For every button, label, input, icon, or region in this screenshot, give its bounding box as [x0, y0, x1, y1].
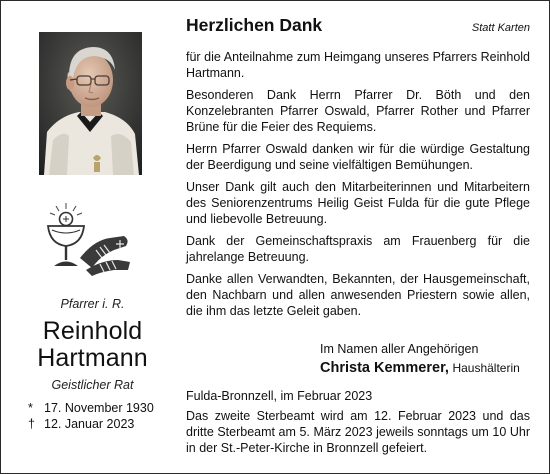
thanks-text [186, 49, 530, 325]
death-symbol: † [28, 417, 35, 431]
requiem-notice: Das zweite Sterbeamt wird am 12. Februar 2023 und das dritte Sterbeamt am 5. März 2023 jeweils sonntags um 10 Uhr in der St.-Peter-Kirche in Bronnzell gefeiert. [186, 409, 530, 455]
signature-block [320, 341, 540, 376]
deceased-first-name: Reinhold [42, 317, 143, 345]
portrait-photo [39, 32, 142, 175]
deceased-rank: Geistlicher Rat [51, 378, 134, 392]
death-date-line [28, 416, 154, 432]
deceased-last-name: Hartmann [37, 344, 148, 372]
paragraph-4: Unser Dank gilt auch den Mitarbeiterinnen und Mitarbeitern des Seniorenzentrums Heilig Geist Fulda für die gute Pflege und liebevolle Betreuung. [186, 180, 530, 226]
life-dates [28, 400, 154, 432]
paragraph-2: Besonderen Dank Herrn Pfarrer Dr. Böth und den Konzelebranten Pfarrer Oswald, Pfarrer Rother und Pfarrer Brüne für die Feier des Requiems. [186, 88, 530, 134]
deceased-title: Pfarrer i. R. [60, 297, 125, 311]
signature-line [320, 360, 540, 376]
signature-name: Christa Kemmerer, [320, 360, 449, 376]
signature-intro: Im Namen aller Angehörigen [320, 342, 479, 356]
paragraph-1: für die Anteilnahme zum Heimgang unseres Pfarrers Reinhold Hartmann. [186, 50, 530, 80]
signature-role: Haushälterin [452, 361, 520, 375]
birth-symbol: * [28, 401, 33, 415]
birth-date: 17. November 1930 [44, 401, 154, 415]
chalice-host-stole-icon [40, 200, 136, 278]
statt-karten-label: Statt Karten [471, 22, 530, 34]
paragraph-3: Herrn Pfarrer Oswald danken wir für die würdige Gestaltung der Beerdigung und seine vielfältigen Bemühungen. [186, 142, 530, 172]
heading: Herzlichen Dank [186, 15, 323, 35]
place-date: Fulda-Bronnzell, im Februar 2023 [186, 389, 373, 403]
paragraph-5: Dank der Gemeinschaftspraxis am Frauenberg für die jahrelange Betreuung. [186, 234, 530, 264]
death-date: 12. Januar 2023 [44, 417, 135, 431]
birth-date-line [28, 400, 154, 416]
paragraph-6: Danke allen Verwandten, Bekannten, der Hausgemeinschaft, den Nachbarn und allen anwesenden Priestern sowie allen, die ihm das letzte Geleit gaben. [186, 272, 530, 318]
